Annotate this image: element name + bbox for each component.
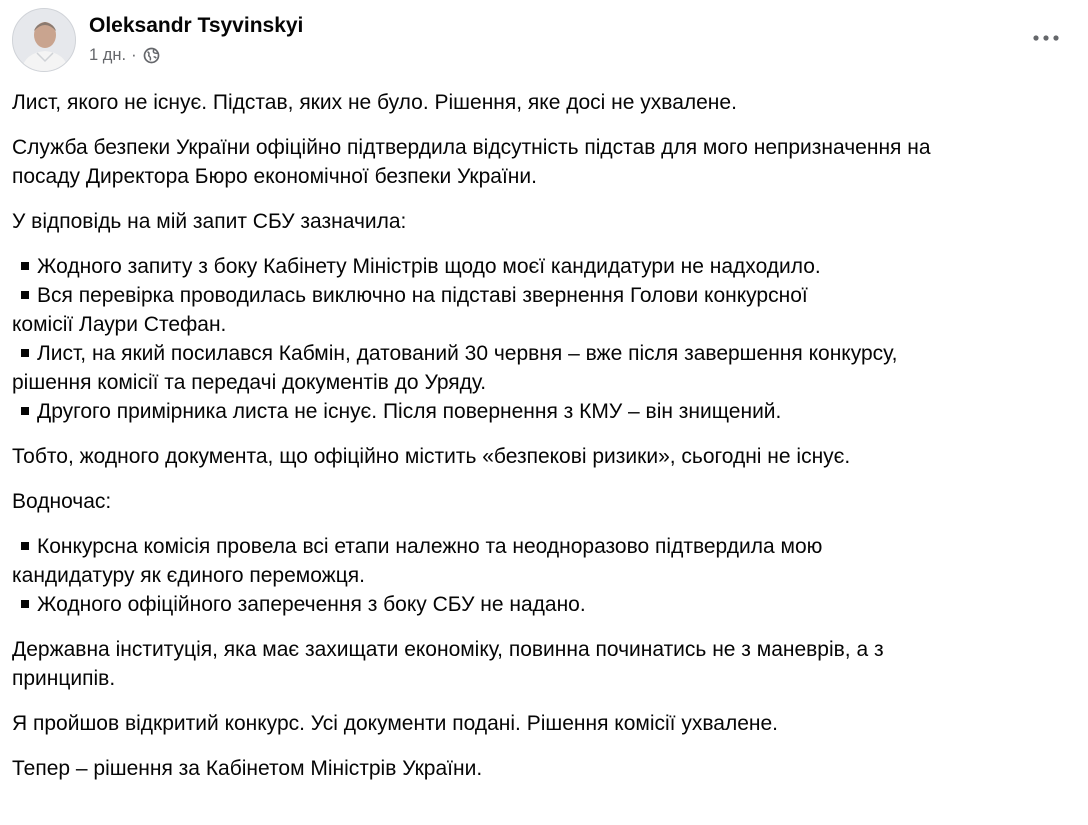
post-header [12, 8, 1078, 74]
bullet-icon [21, 542, 29, 550]
list-item: Жодного офіційного заперечення з боку СБУ не надано. [12, 590, 1078, 619]
post-body [12, 88, 1078, 799]
bullet-list-1 [12, 252, 1078, 426]
paragraph-7: Я пройшов відкритий конкурс. Усі документи подані. Рішення комісії ухвалене. [12, 712, 778, 735]
paragraph-3: У відповідь на мій запит СБУ зазначила: [12, 210, 407, 233]
list-item: Лист, на який посилався Кабмін, датований 30 червня – вже після завершення конкурсу, рішення комісії та передачі документів до Уряду. [12, 342, 898, 394]
list-item: Жодного запиту з боку Кабінету Міністрів щодо моєї кандидатури не надходило. [12, 252, 1078, 281]
paragraph-1: Лист, якого не існує. Підстав, яких не було. Рішення, яке досі не ухвалене. [12, 91, 737, 114]
avatar[interactable] [12, 8, 76, 72]
paragraph-8: Тепер – рішення за Кабінетом Міністрів України. [12, 757, 483, 780]
globe-icon [143, 47, 160, 64]
bullet-icon [21, 262, 29, 270]
list-item: Вся перевірка проводилась виключно на підставі звернення Голови конкурсної комісії Лаури Стефан. [12, 284, 808, 336]
paragraph-2: Служба безпеки України офіційно підтвердила відсутність підстав для мого непризначення на посаду Директора Бюро економічної безпеки України. [12, 136, 931, 188]
post-timestamp[interactable]: 1 дн. [89, 46, 127, 64]
more-options-icon[interactable] [1028, 24, 1064, 52]
paragraph-6: Державна інституція, яка має захищати економіку, повинна починатись не з маневрів, а з принципів. [12, 638, 884, 690]
list-item: Другого примірника листа не існує. Після повернення з КМУ – він знищений. [12, 397, 1078, 426]
meta-separator: · [131, 46, 137, 64]
bullet-icon [21, 291, 29, 299]
bullet-icon [21, 349, 29, 357]
bullet-icon [21, 600, 29, 608]
paragraph-5: Водночас: [12, 490, 112, 513]
list-item: Конкурсна комісія провела всі етапи належно та неодноразово підтвердила мою кандидатуру як єдиного переможця. [12, 535, 823, 587]
paragraph-4: Тобто, жодного документа, що офіційно містить «безпекові ризики», сьогодні не існує. [12, 445, 851, 468]
bullet-icon [21, 407, 29, 415]
avatar-photo [13, 9, 76, 72]
author-name[interactable]: Oleksandr Tsyvinskyi [89, 14, 304, 37]
bullet-list-2 [12, 532, 1078, 619]
post-meta [89, 46, 160, 65]
